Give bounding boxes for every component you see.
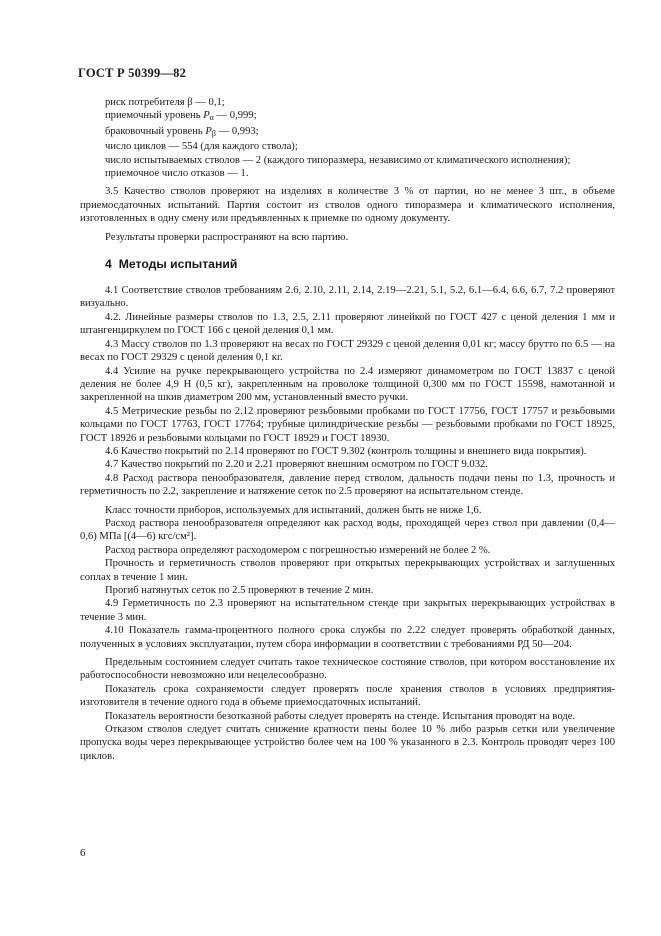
paragraph: Результаты проверки распространяют на всю партию. — [105, 231, 349, 243]
list-item: риск потребителя β — 0,1; — [105, 97, 225, 108]
section-number: 4 — [105, 257, 112, 272]
list-item: число циклов — 554 (для каждого ствола); — [105, 141, 298, 153]
paragraph: 4.3 Массу стволов по 1.3 проверяют на весах по ГОСТ 29329 с ценой деления 0,01 кг; массу брутто по 6.5 — на весах по ГОСТ 29329 с ценой деления 0,1 кг. — [80, 338, 615, 364]
section-title-text: Методы испытаний — [118, 257, 238, 272]
paragraph: 4.4 Усилие на ручке перекрывающего устройства по 2.4 измеряют динамометром по ГОСТ 13837 с ценой деления не более 4,9 Н (0,5 кг), закрепленным на проволоке толщиной 0,300 мм по ГОСТ 15598, намотанной и закрепленной на шкив диаметром 200 мм, установленный вместо ручки. — [80, 365, 615, 404]
paragraph: Прогиб натянутых сеток по 2.5 проверяют в течение 2 мин. — [105, 585, 374, 596]
paragraph: 4.10 Показатель гамма-процентного полного срока службы по 2.22 следует проверять обработкой данных, полученных в условиях эксплуатации, путем сбора информации в соответствии с требованиями РД 50—204. — [80, 625, 615, 650]
paragraph: Отказом стволов следует считать снижение кратности пены более 10 % либо разрыв сетки или увеличение пропуска воды через перекрывающее устройство более чем на 100 % указанного в 2.3. Контроль проводят через 100 циклов. — [80, 724, 615, 762]
document-body — [80, 96, 615, 763]
document-header: ГОСТ Р 50399—82 — [78, 66, 187, 80]
paragraph: 4.5 Метрические резьбы по 2.12 проверяют резьбовыми пробками по ГОСТ 17756, ГОСТ 17757 и резьбовыми кольцами по ГОСТ 17763, ГОСТ 17764; трубные цилиндрические резьбы — резьбовыми пробками по ГОСТ 18925, ГОСТ 18926 и резьбовыми кольцами по ГОСТ 18929 и ГОСТ 18930. — [80, 405, 615, 444]
list-item: браковочный уровень $P_\beta$ — 0,993; — [105, 125, 259, 138]
paragraph: Показатель срока сохраняемости следует проверять после хранения стволов в условиях предприятия-изготовителя в течение одного года в объеме приемосдаточных испытаний. — [80, 683, 615, 709]
paragraph: 4.8 Расход раствора пенообразователя, давление перед стволом, дальность подачи пены по 1.3, прочность и герметичность по 2.2, закрепление и натяжение сеток по 2.5 проверяют на испытательном стенде. — [80, 472, 615, 498]
paragraph: 4.6 Качество покрытий по 2.14 проверяют по ГОСТ 9.302 (контроль толщины и внешнего вида покрытия). — [105, 445, 587, 457]
paragraph: Показатель вероятности безотказной работы следует проверять на стенде. Испытания проводят на воде. — [105, 710, 576, 722]
paragraph: Расход раствора пенообразователя определяют как расход воды, проходящей через ствол при давлении (0,4—0,6) МПа [(4—6) кгс/см²]. — [80, 517, 615, 543]
list-item: число испытываемых стволов — 2 (каждого типоразмера, независимо от климатического исполнения); — [105, 154, 571, 166]
paragraph: Расход раствора определяют расходомером с погрешностью измерений не более 2 %. — [105, 544, 491, 556]
page-number: 6 — [80, 847, 86, 859]
parameter-list — [80, 96, 615, 180]
list-item: приемочный уровень $P_\alpha$ — 0,999; — [105, 110, 257, 123]
paragraph: 4.7 Качество покрытий по 2.20 и 2.21 проверяют внешним осмотром по ГОСТ 9.032. — [105, 459, 488, 471]
paragraph: Класс точности приборов, используемых для испытаний, должен быть не ниже 1,6. — [105, 504, 482, 516]
paragraph: 4.1 Соответствие стволов требованиям 2.6, 2.10, 2.11, 2.14, 2.19—2.21, 5.1, 5.2, 6.1—6.4, 6.6, 6.7, 7.2 проверяют визуально. — [80, 285, 615, 310]
paragraph: 3.5 Качество стволов проверяют на изделиях в количестве 3 % от партии, но не менее 3 шт., в объеме приемосдаточных испытаний. Партия состоит из стволов одного типоразмера и климатического исполнения, изготовленных в одну смену или предъявленных к приемке по одному документу. — [80, 186, 615, 225]
paragraph: 4.9 Герметичность по 2.3 проверяют на испытательном стенде при закрытых перекрывающих устройствах в течение 3 мин. — [80, 598, 615, 623]
paragraph: Предельным состоянием следует считать такое техническое состояние стволов, при котором восстановление их работоспособности невозможно или нецелесообразно. — [80, 657, 615, 682]
section-heading — [80, 256, 615, 272]
paragraph: Прочность и герметичность стволов проверяют при открытых перекрывающих устройствах и заглушенных соплах в течение 1 мин. — [80, 558, 615, 583]
list-item: приемочное число отказов — 1. — [105, 168, 249, 180]
paragraph: 4.2. Линейные размеры стволов по 1.3, 2.5, 2.11 проверяют линейкой по ГОСТ 427 с ценой деления 1 мм и штангенциркулем по ГОСТ 166 с ценой деления 0,1 мм. — [80, 311, 615, 337]
